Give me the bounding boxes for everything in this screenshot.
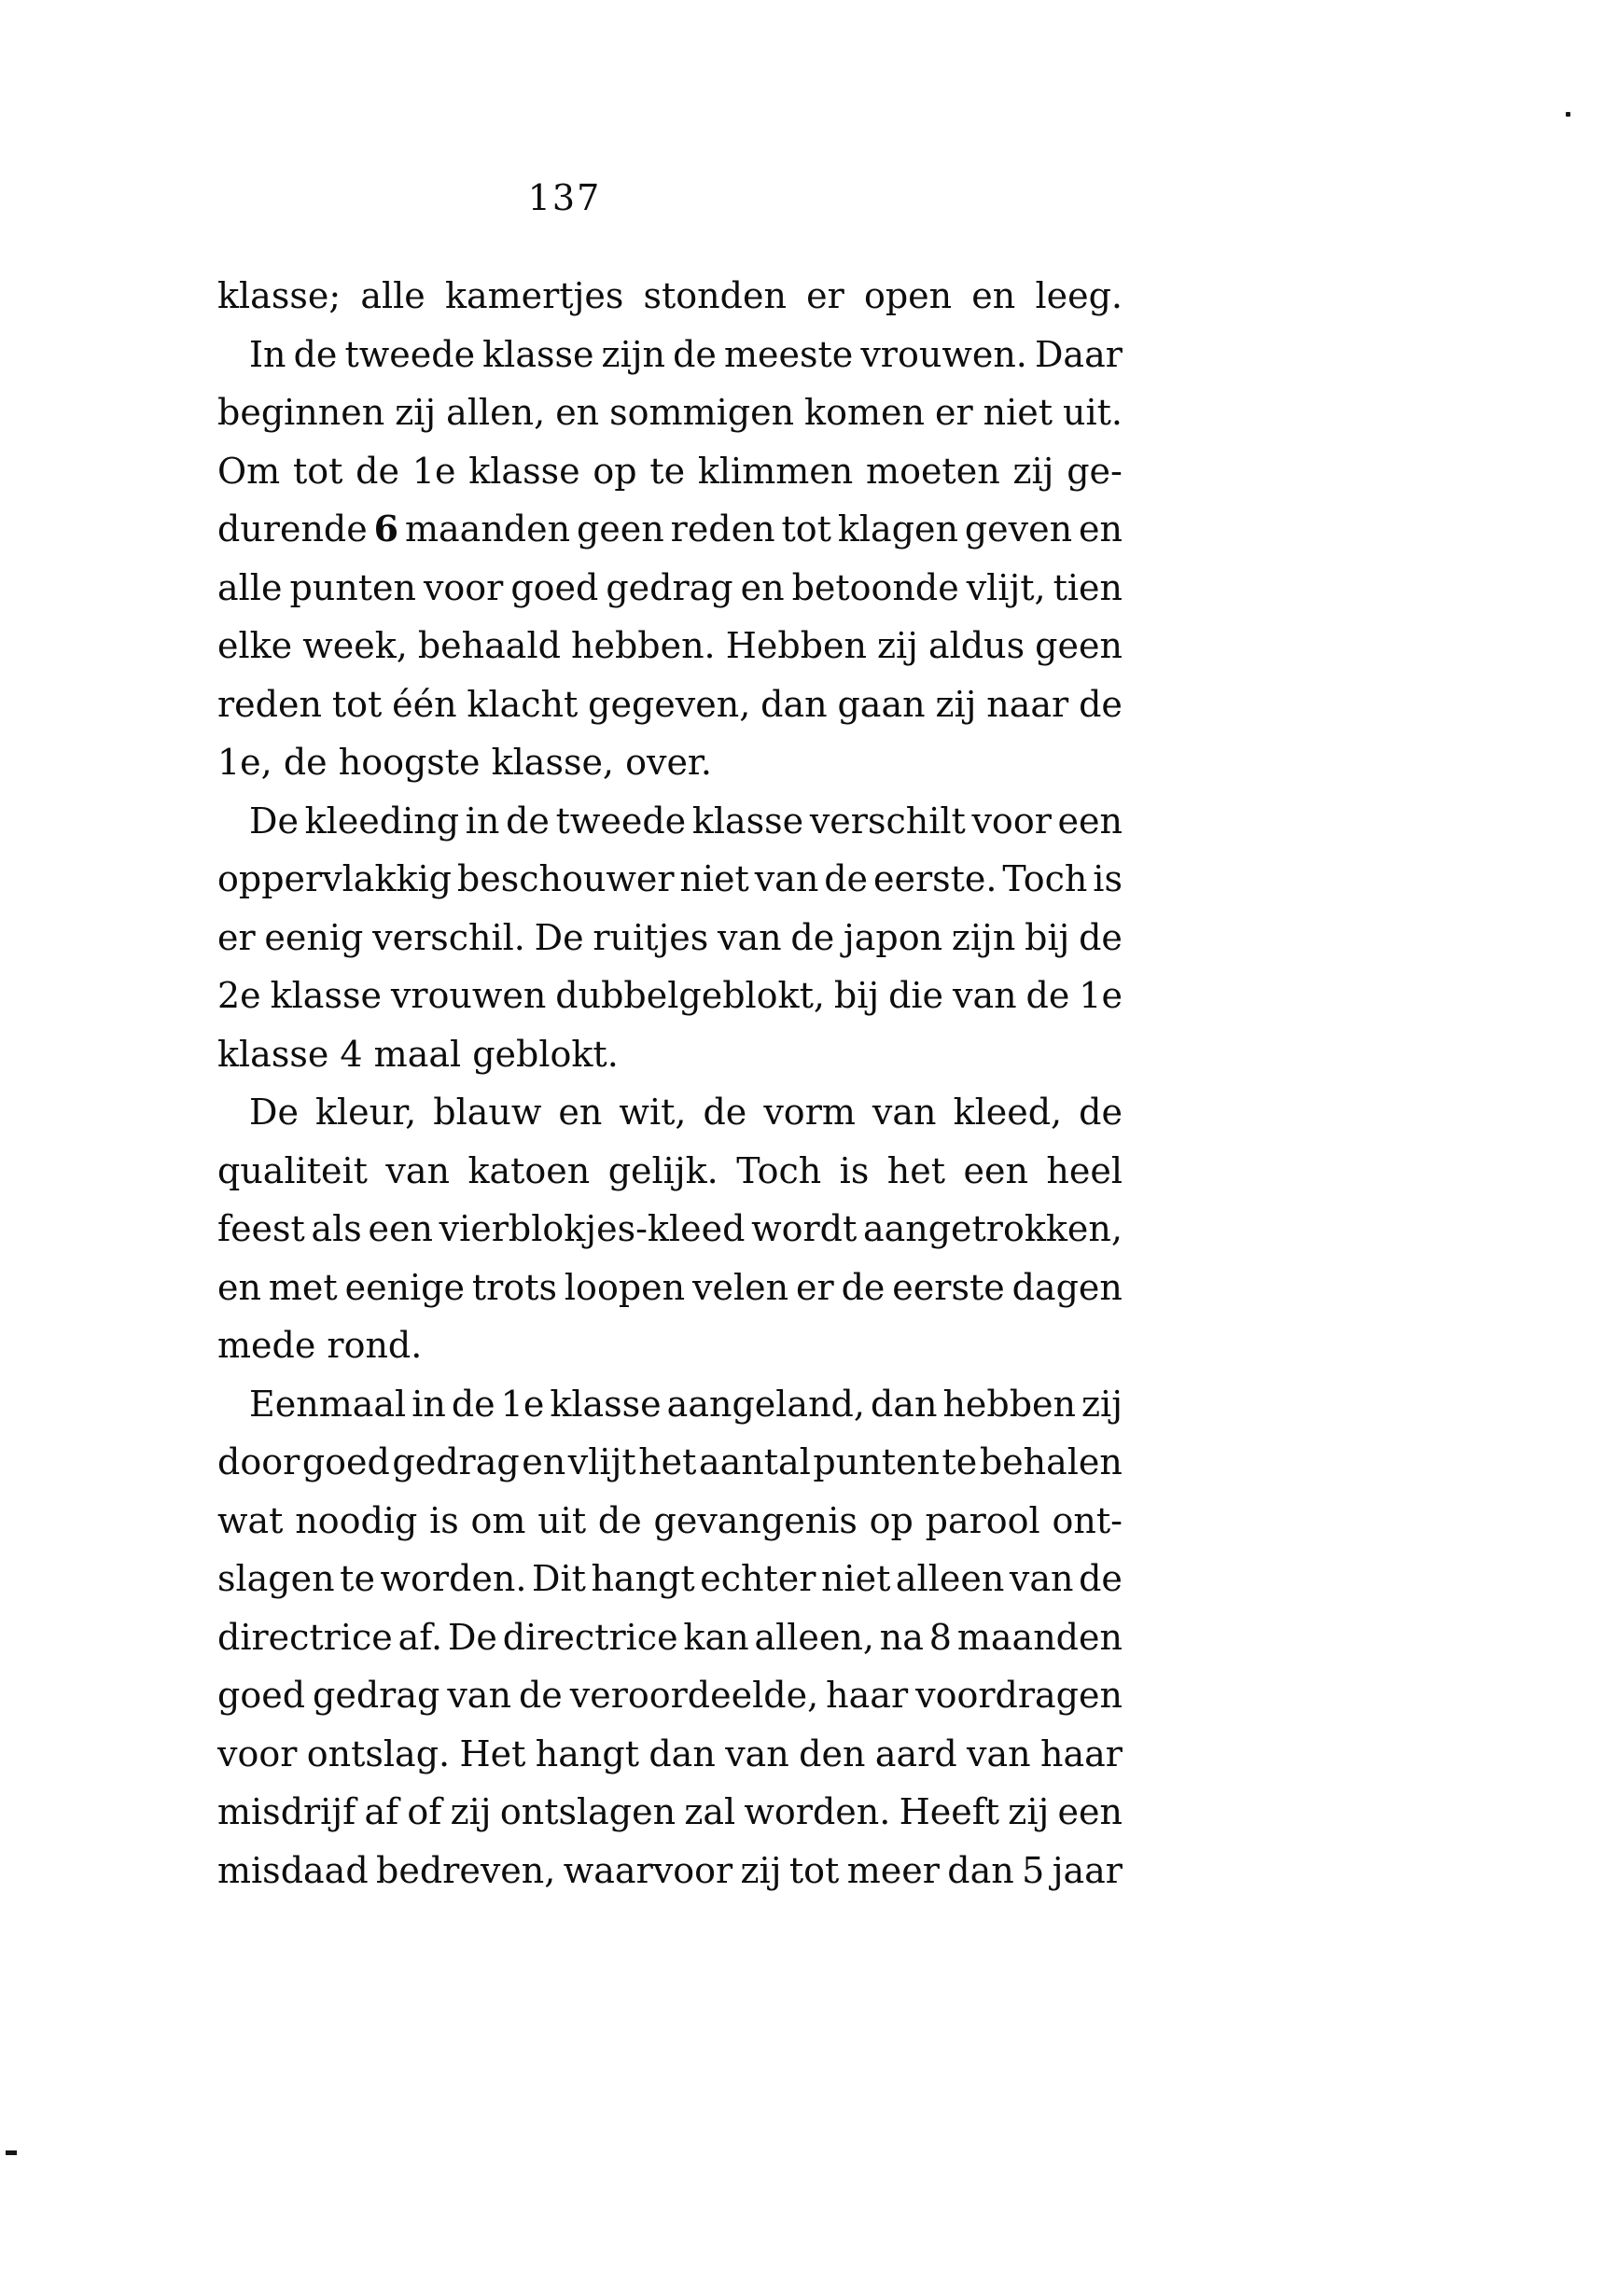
text-line: mede rond. <box>217 1325 423 1366</box>
text-line: 2e klasse vrouwen dubbelgeblokt, bij die van de 1e <box>217 975 1123 1016</box>
text-line: misdaad bedreven, waarvoor zij tot meer dan 5 jaar <box>217 1849 1123 1891</box>
text-line: durende 6 maanden geen reden tot klagen geven en <box>217 508 1123 550</box>
text-line: alle punten voor goed gedrag en betoonde vlijt, tien <box>217 566 1123 608</box>
text-line: er eenig verschil. De ruitjes van de japon zijn bij de <box>217 916 1123 958</box>
text-block <box>217 267 1123 1899</box>
text-line: slagen te worden. Dit hangt echter niet alleen van de <box>217 1558 1123 1599</box>
text-line: In de tweede klasse zijn de meeste vrouwen. Daar <box>249 333 1123 375</box>
text-line: De kleur, blauw en wit, de vorm van kleed, de <box>249 1092 1123 1133</box>
text-line: en met eenige trots loopen velen er de eerste dagen <box>217 1266 1123 1308</box>
text-line: reden tot één klacht gegeven, dan gaan zij naar de <box>217 683 1123 725</box>
text-line: beginnen zij allen, en sommigen komen er niet uit. <box>217 392 1123 433</box>
text-line: feest als een vierblokjes-kleed wordt aangetrokken, <box>217 1208 1123 1249</box>
text-line: qualiteit van katoen gelijk. Toch is het een heel <box>217 1149 1123 1191</box>
text-line: elke week, behaald hebben. Hebben zij aldus geen <box>217 625 1123 666</box>
text-line: klasse; alle kamertjes stonden er open en leeg. <box>217 275 1123 316</box>
text-line: voor ontslag. Het hangt dan van den aard van haar <box>217 1732 1123 1774</box>
text-line: goed gedrag van de veroordeelde, haar voordragen <box>217 1675 1123 1716</box>
text-line: klasse 4 maal geblokt. <box>217 1033 619 1075</box>
text-line: door goed gedrag en vlijt het aantal punten te behalen <box>217 1441 1123 1482</box>
text-line: oppervlakkig beschouwer niet van de eerste. Toch is <box>217 858 1123 899</box>
scan-speck-dash <box>6 2150 17 2155</box>
page-number: 137 <box>527 177 602 218</box>
text-line: 1e, de hoogste klasse, over. <box>217 742 712 783</box>
text-line: directrice af. De directrice kan alleen, na 8 maanden <box>217 1616 1123 1658</box>
text-line: De kleeding in de tweede klasse verschilt voor een <box>249 800 1123 842</box>
text-line: misdrijf af of zij ontslagen zal worden. Heeft zij een <box>217 1791 1123 1832</box>
scan-speck-dot <box>1566 112 1570 117</box>
text-line: Om tot de 1e klasse op te klimmen moeten zij ge- <box>217 450 1123 492</box>
text-line: wat noodig is om uit de gevangenis op parool ont- <box>217 1499 1123 1541</box>
text-line: Eenmaal in de 1e klasse aangeland, dan hebben zij <box>249 1383 1123 1425</box>
